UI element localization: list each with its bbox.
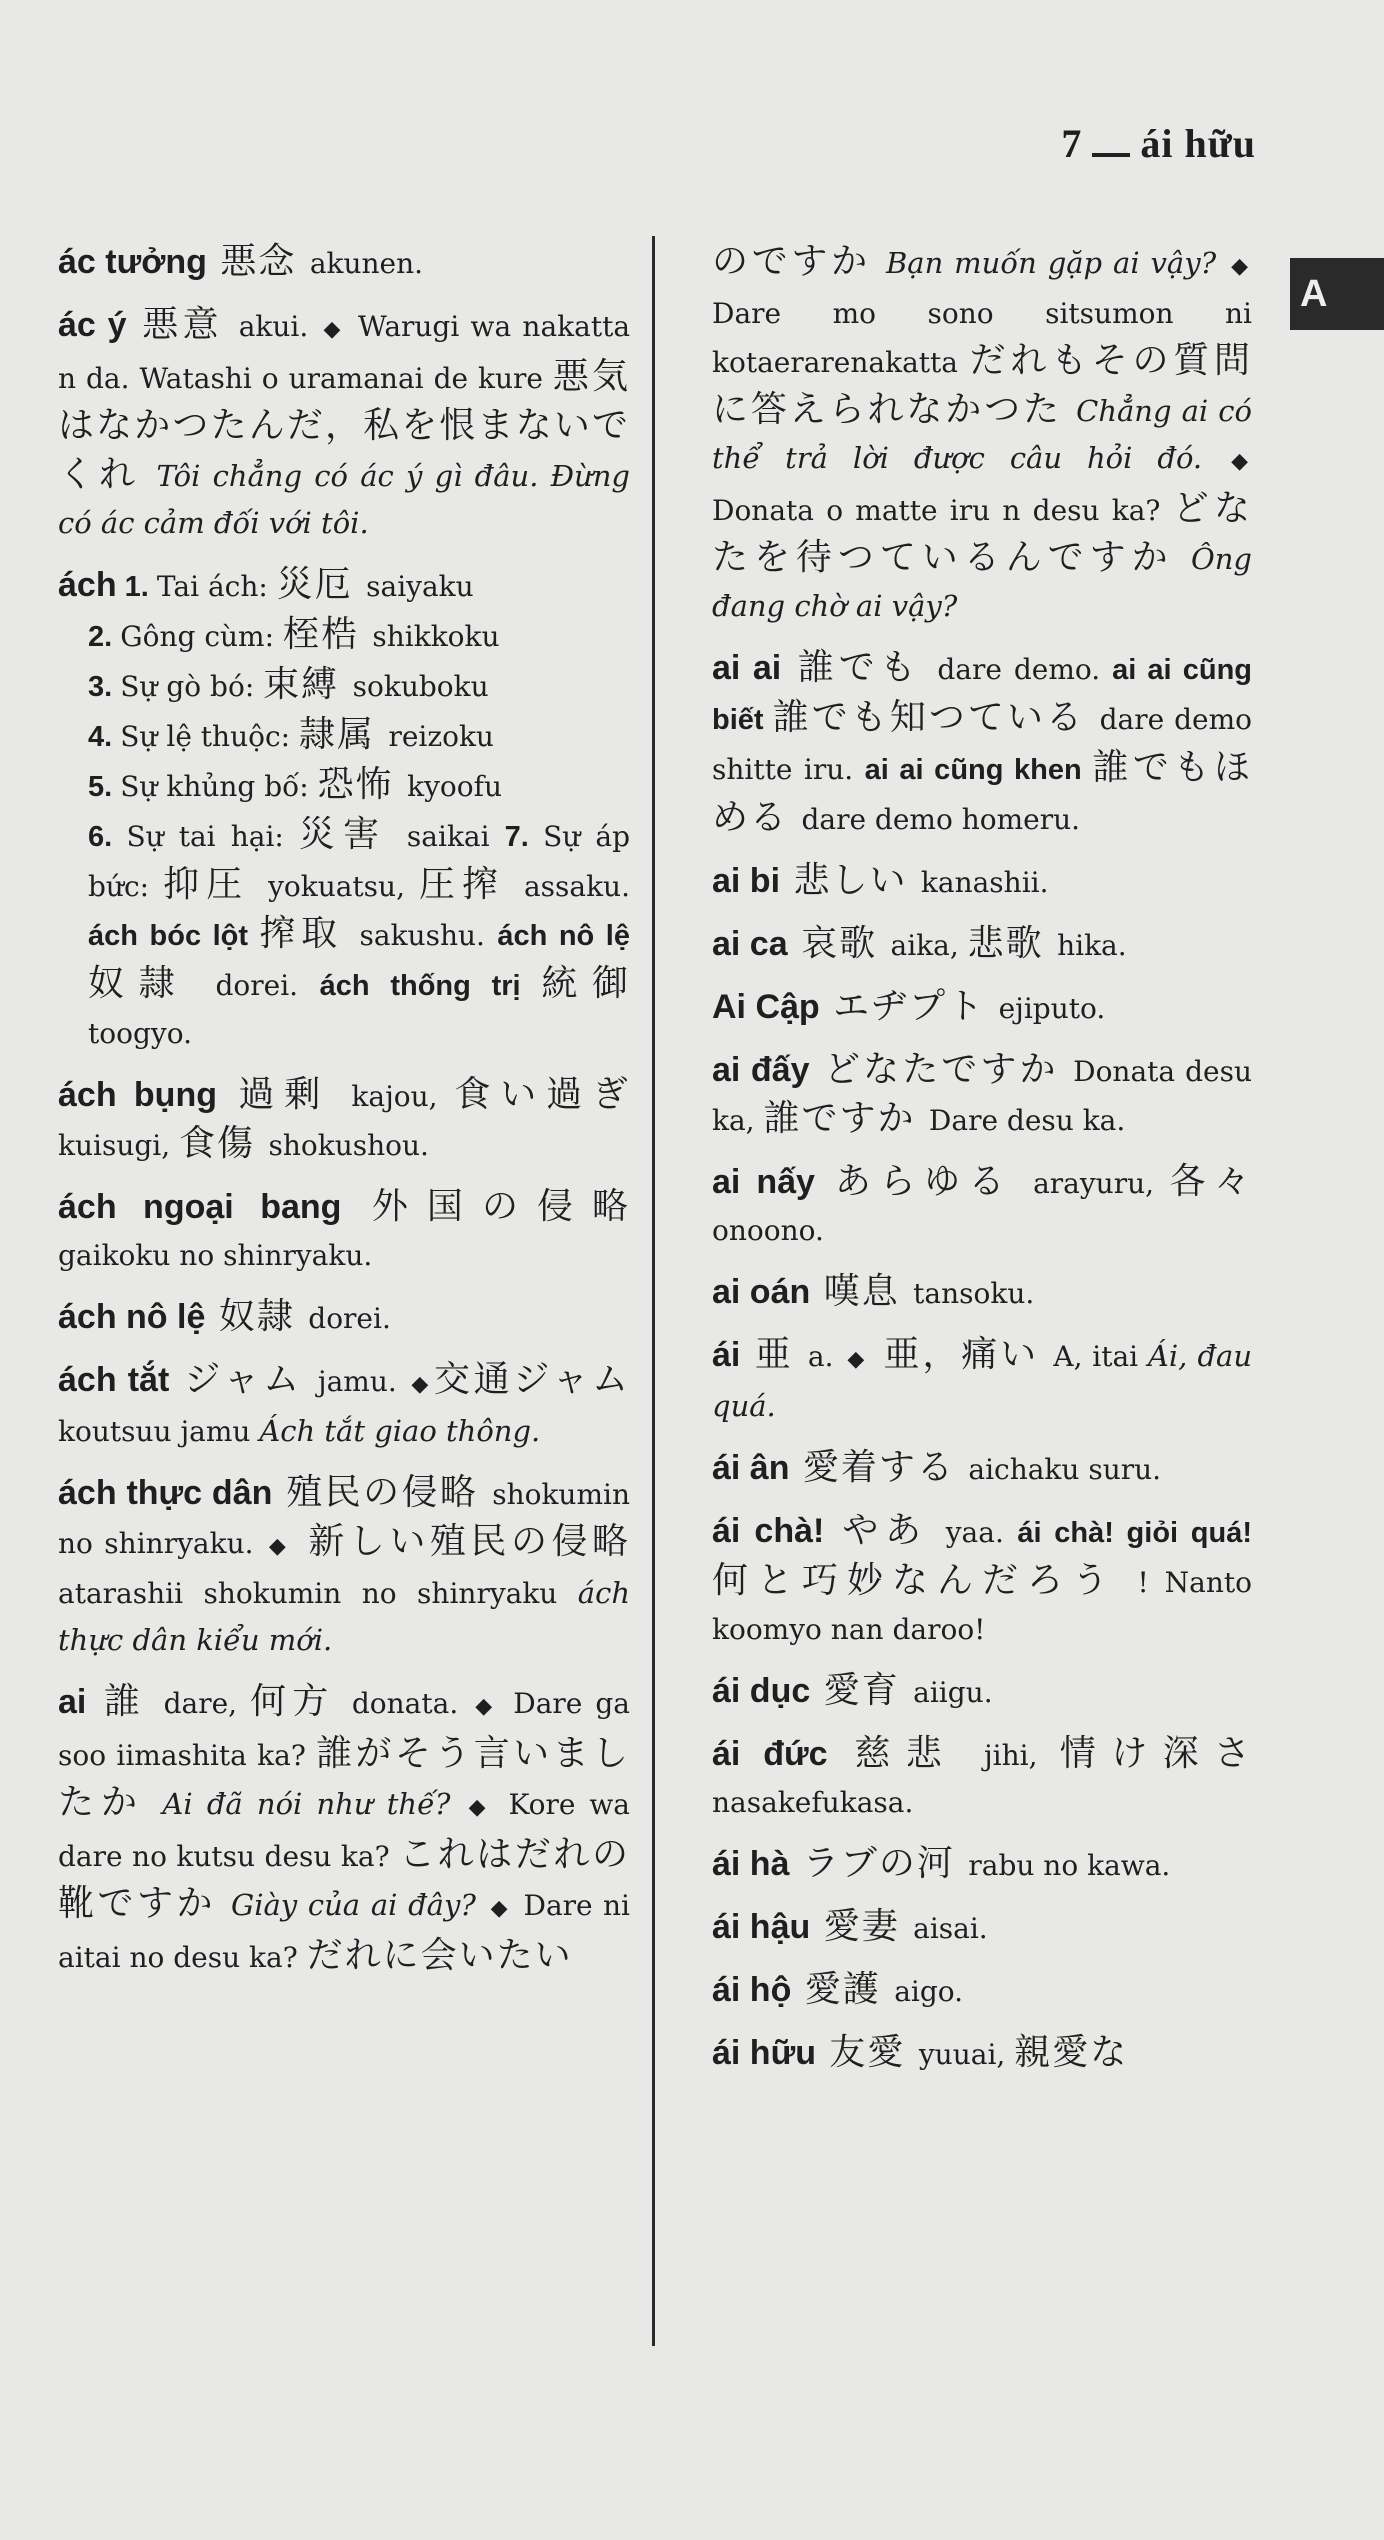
headword: ái dục	[712, 1672, 811, 1710]
entry-ach-tat	[58, 1356, 630, 1455]
romaji-text: dorei.	[308, 1302, 391, 1335]
romaji-text: donata.	[351, 1687, 472, 1720]
thumb-index-letter: A	[1300, 273, 1328, 315]
romaji-text: arayuru,	[1033, 1167, 1170, 1200]
romaji-text: hika.	[1057, 929, 1127, 962]
romaji-text: Sự lệ thuộc:	[120, 720, 299, 753]
romaji-text: kajou,	[351, 1080, 455, 1113]
romaji-text: saiyaku	[366, 570, 474, 603]
vietnamese-example: Tôi chẳng có ác ý gì đâu. Đừng có ác cảm đối với tôi.	[58, 459, 630, 540]
japanese-text: これはだれの靴ですか	[58, 1834, 630, 1924]
entry-ai-cap	[712, 983, 1252, 1032]
romaji-text: Dare desu ka.	[928, 1104, 1126, 1137]
vietnamese-example: Bạn muốn gặp ai vậy?	[885, 246, 1228, 280]
guide-word: ái hữu	[1140, 121, 1256, 166]
japanese-text: 友愛	[815, 2032, 919, 2073]
entry-ai-ho	[712, 1966, 1252, 2015]
romaji-text: A, itai	[1053, 1340, 1148, 1373]
entry-ach-ngoai-bang	[58, 1183, 630, 1279]
headword: ai oán	[712, 1273, 811, 1311]
headword: ách bụng	[58, 1076, 217, 1114]
headword: ái chà!	[712, 1512, 825, 1550]
sense-number: 1.	[116, 571, 157, 603]
headword: ái	[712, 1336, 741, 1374]
romaji-text: Sự áp bức:	[88, 820, 630, 903]
vietnamese-example: Giày của ai đây?	[231, 1888, 487, 1922]
japanese-text: 愛妻	[810, 1906, 914, 1947]
right-column	[712, 238, 1252, 2092]
headword: ái hộ	[712, 1971, 792, 2009]
japanese-text: 誰でもほめる	[712, 747, 1252, 838]
entry-ach-no-le	[58, 1293, 630, 1342]
entry-ai-huu	[712, 2029, 1252, 2078]
japanese-text: どなたですか	[809, 1049, 1074, 1090]
headword: ách thực dân	[58, 1474, 273, 1512]
romaji-text: Donata desu ka,	[712, 1055, 1252, 1137]
entry-ai-an	[712, 1444, 1252, 1493]
entry-ai-ca	[712, 920, 1252, 969]
headword: ái ân	[712, 1449, 790, 1487]
romaji-text: dorei.	[215, 969, 320, 1002]
example-marker: ◆	[1231, 254, 1248, 279]
entry-ac-y	[58, 301, 630, 547]
japanese-text: ジャム	[169, 1359, 318, 1400]
romaji-text: sakushu.	[359, 919, 498, 952]
entry-ai-day	[712, 1046, 1252, 1144]
japanese-text: 新しい殖民の侵略	[292, 1521, 630, 1562]
entry-ach-bung	[58, 1071, 630, 1169]
example-marker: ◆	[475, 1694, 497, 1719]
japanese-text: 悪気はなかつたんだ，私を恨まないでくれ	[58, 356, 630, 495]
romaji-text: shikkoku	[372, 620, 500, 653]
romaji-text: Sự gò bó:	[120, 670, 264, 703]
japanese-text: 災害	[298, 814, 407, 855]
sense-line	[58, 711, 630, 761]
japanese-text: 嘆息	[810, 1271, 914, 1312]
sub-entry: ái chà! giỏi quá!	[1017, 1517, 1252, 1549]
japanese-text: だれに会いたい	[306, 1935, 573, 1976]
sense-line	[58, 761, 630, 811]
romaji-text: jihi,	[983, 1739, 1060, 1772]
japanese-text: 外国の侵略	[341, 1186, 630, 1227]
japanese-text: 災厄	[276, 564, 367, 605]
vietnamese-example: Ái, đau quá.	[712, 1339, 1252, 1423]
romaji-text: tansoku.	[913, 1277, 1035, 1310]
romaji-text: aika,	[890, 929, 968, 962]
japanese-text: 悲しい	[780, 860, 921, 901]
japanese-text: 桎梏	[282, 614, 373, 655]
japanese-text: 情け深さ	[1059, 1733, 1252, 1774]
romaji-text: dare demo shitte iru.	[712, 703, 1253, 786]
romaji-text: a.	[807, 1340, 844, 1373]
sub-entry: ách bóc lột	[88, 920, 260, 952]
headword: ai bi	[712, 862, 781, 900]
japanese-text: 殖民の侵略	[272, 1472, 493, 1513]
page-header	[1061, 120, 1256, 167]
romaji-text: sokuboku	[352, 670, 489, 703]
headword: ái đức	[712, 1735, 828, 1773]
column-divider	[652, 236, 655, 2346]
left-column	[58, 238, 630, 1995]
japanese-text: だれもその質問に答えられなかつた	[712, 340, 1252, 430]
romaji-text: Gông cùm:	[120, 620, 283, 653]
sense-line	[58, 564, 474, 605]
romaji-text: kyoofu	[407, 770, 503, 803]
romaji-text: Dare ni aitai no desu ka?	[58, 1889, 630, 1974]
headword: ách nô lệ	[58, 1298, 206, 1336]
japanese-text: 奴隷	[205, 1296, 309, 1337]
example-marker: ◆	[323, 317, 343, 342]
entry-ai-exclaim	[712, 1331, 1252, 1430]
sub-entry: ách nô lệ	[497, 920, 630, 952]
entry-ai-nay	[712, 1158, 1252, 1254]
romaji-text: nasakefukasa.	[712, 1786, 914, 1819]
japanese-text: 束縛	[263, 664, 353, 705]
japanese-text: 亜，痛い	[869, 1334, 1054, 1375]
headword: ái hà	[712, 1845, 790, 1883]
japanese-text: 誰	[86, 1681, 164, 1722]
headword: ái hữu	[712, 2034, 816, 2072]
japanese-text: 恐怖	[317, 764, 408, 805]
example-marker: ◆	[847, 1347, 866, 1372]
japanese-text: 哀歌	[787, 923, 891, 964]
romaji-text: dare demo.	[937, 653, 1113, 686]
entry-ai-hau	[712, 1903, 1252, 1952]
entry-ai-bi	[712, 857, 1252, 906]
sub-entry: ai ai cũng khen	[864, 754, 1093, 786]
example-marker: ◆	[468, 1795, 491, 1820]
romaji-text: ! Nanto koomyo nan daroo!	[712, 1566, 1252, 1646]
romaji-text: kuisugi,	[58, 1129, 180, 1162]
romaji-text: aigo.	[894, 1975, 964, 2008]
japanese-text: 過剰	[217, 1074, 352, 1115]
page-number: 7	[1061, 121, 1083, 166]
headword: ác ý	[58, 306, 127, 344]
headword: ai	[58, 1683, 87, 1721]
headword: ai nấy	[712, 1163, 815, 1201]
japanese-text: 何と巧妙なんだろう	[712, 1560, 1138, 1601]
headword: ách tắt	[58, 1361, 170, 1399]
romaji-text: ejiputo.	[998, 992, 1106, 1025]
romaji-text: shokushou.	[268, 1129, 429, 1162]
romaji-text: akui.	[238, 310, 320, 343]
thumb-index-tab[interactable]	[1290, 258, 1384, 330]
header-separator	[1092, 131, 1130, 157]
example-marker: ◆	[490, 1896, 510, 1921]
japanese-text: 誰がそう言いましたか	[58, 1733, 630, 1823]
entry-ai	[58, 1678, 630, 1981]
sense-line	[58, 611, 630, 661]
japanese-text: 誰でも	[781, 647, 938, 688]
entry-ach-thuc-dan	[58, 1469, 630, 1664]
romaji-text: aiigu.	[913, 1676, 993, 1709]
romaji-text: aichaku suru.	[968, 1453, 1162, 1486]
japanese-text: 食い過ぎ	[454, 1074, 630, 1115]
headword: ai ca	[712, 925, 788, 963]
japanese-text: 愛護	[791, 1969, 895, 2010]
headword: Ai Cập	[712, 988, 820, 1026]
sense-number: 5.	[88, 771, 121, 803]
japanese-text: 統御	[541, 963, 630, 1004]
entry-ac-tuong	[58, 238, 630, 287]
japanese-text: 悪意	[126, 304, 239, 345]
entry-ai-ai	[712, 644, 1252, 843]
headword: ai ai	[712, 649, 782, 687]
japanese-text: のですか	[712, 241, 886, 282]
entry-ai-duc-1	[712, 1667, 1252, 1716]
headword: ai đấy	[712, 1051, 810, 1089]
romaji-text: yuuai,	[918, 2038, 1015, 2071]
romaji-text: shokumin no shinryaku.	[58, 1478, 631, 1560]
romaji-text: jamu.	[317, 1365, 408, 1398]
japanese-text: やあ	[824, 1510, 946, 1551]
headword: ái hậu	[712, 1908, 811, 1946]
headword: ách	[58, 566, 117, 604]
romaji-text: toogyo.	[88, 1017, 192, 1050]
sense-number: 6.	[88, 821, 127, 853]
romaji-text: yaa.	[945, 1516, 1018, 1549]
japanese-text: 隷属	[298, 714, 389, 755]
romaji-text: rabu no kawa.	[968, 1849, 1171, 1882]
headword: ác tưởng	[58, 243, 207, 281]
japanese-text: エヂプト	[819, 986, 999, 1027]
example-marker: ◆	[411, 1372, 430, 1397]
romaji-text: Tai ách:	[156, 570, 277, 603]
japanese-text: 抑圧	[163, 864, 269, 905]
sense-line	[58, 661, 630, 711]
japanese-text: 愛着する	[789, 1447, 969, 1488]
romaji-text: aisai.	[913, 1912, 988, 1945]
example-marker: ◆	[268, 1534, 289, 1559]
entry-ach	[58, 561, 630, 1057]
japanese-text: 誰ですか	[763, 1098, 929, 1139]
japanese-text: 食傷	[179, 1123, 269, 1164]
romaji-text: dare demo homeru.	[801, 803, 1081, 836]
vietnamese-example: Ai đã nói như thế?	[162, 1787, 465, 1821]
romaji-text: koutsuu jamu	[58, 1415, 260, 1448]
romaji-text: kanashii.	[920, 866, 1049, 899]
japanese-text: ラブの河	[789, 1843, 969, 1884]
romaji-text: Dare mo sono sitsumon ni kotaerarenakatta	[712, 297, 1252, 379]
vietnamese-example: Ông đang chờ ai vậy?	[712, 542, 1252, 623]
japanese-text: 親愛な	[1014, 2032, 1129, 2073]
japanese-text: 奴隷	[88, 963, 216, 1004]
vietnamese-example: ách thực dân kiểu mới.	[58, 1576, 630, 1657]
japanese-text: 何方	[250, 1681, 352, 1722]
romaji-text: onoono.	[712, 1214, 824, 1247]
headword: ách ngoại bang	[58, 1188, 342, 1226]
romaji-text: Dare ga soo iimashita ka?	[58, 1687, 631, 1772]
romaji-text: Sự tai hại:	[126, 820, 299, 853]
entry-ai-duc-2	[712, 1730, 1252, 1826]
sense-number: 4.	[88, 721, 121, 753]
japanese-text: 悲歌	[967, 923, 1058, 964]
entry-ai-oan	[712, 1268, 1252, 1317]
sense-number: 2.	[88, 621, 121, 653]
sub-entry: ách thống trị	[319, 970, 542, 1002]
entry-ai-cha	[712, 1507, 1252, 1653]
sense-number: 7.	[504, 821, 544, 853]
japanese-text: 慈悲	[827, 1733, 984, 1774]
romaji-text: Donata o matte iru n desu ka?	[712, 494, 1173, 527]
romaji-text: gaikoku no shinryaku.	[58, 1239, 373, 1272]
japanese-text: 交通ジャム	[433, 1359, 631, 1400]
romaji-text: atarashii shokumin no shinryaku	[58, 1577, 578, 1610]
romaji-text: akunen.	[309, 247, 424, 280]
romaji-text: Kore wa dare no kutsu desu ka?	[58, 1788, 630, 1873]
entry-ai-ha	[712, 1840, 1252, 1889]
entry-ai-cont	[712, 238, 1252, 630]
romaji-text: Warugi wa nakatta n da. Watashi o uramanai de kure	[58, 310, 631, 395]
japanese-text: 亜	[740, 1334, 808, 1375]
sense-number: 3.	[88, 671, 121, 703]
romaji-text: dare,	[163, 1687, 251, 1720]
japanese-text: 搾取	[259, 913, 360, 954]
japanese-text: 圧搾	[419, 864, 524, 905]
japanese-text: 愛育	[810, 1670, 914, 1711]
romaji-text: reizoku	[388, 720, 494, 753]
japanese-text: 誰でも知つている	[772, 697, 1100, 738]
romaji-text: assaku.	[523, 870, 630, 903]
vietnamese-example: Chẳng ai có thể trả lời được câu hỏi đó.	[712, 394, 1252, 475]
japanese-text: どなたを待つているんですか	[712, 488, 1252, 578]
japanese-text: 各々	[1169, 1161, 1253, 1202]
japanese-text: 悪念	[206, 241, 310, 282]
sense-line	[58, 811, 630, 1057]
romaji-text: Sự khủng bố:	[120, 770, 318, 803]
example-marker: ◆	[1231, 449, 1248, 474]
sub-entry: ai ai cũng biết	[712, 654, 1252, 736]
japanese-text: あらゆる	[814, 1161, 1034, 1202]
romaji-text: saikai	[406, 820, 505, 853]
vietnamese-example: Ách tắt giao thông.	[259, 1414, 541, 1448]
romaji-text: yokuatsu,	[268, 870, 420, 903]
